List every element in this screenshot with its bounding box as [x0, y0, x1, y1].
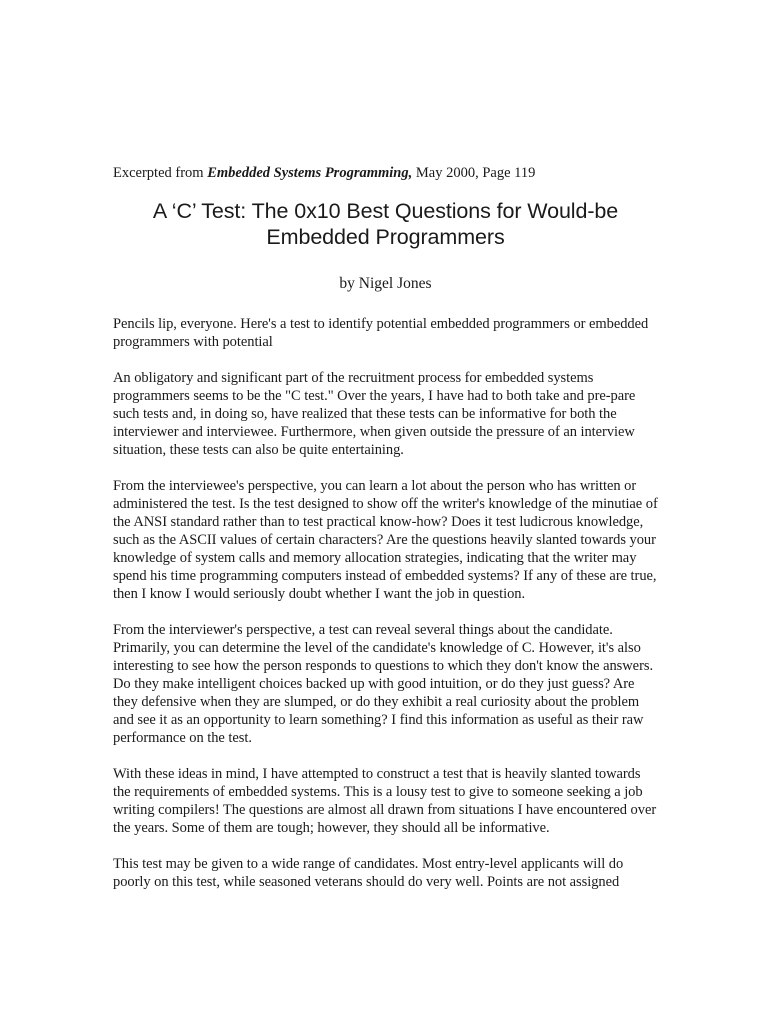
paragraph-test-design: With these ideas in mind, I have attempted to construct a test that is heavily slanted towards the requirements of embedded systems. This is a lousy test to give to someone seeking a job writing compilers! The questions are almost all drawn from situations I have encountered over the years. Some of them are tough; however, they should all be informative. [113, 766, 657, 836]
document-page [113, 163, 658, 891]
paragraph-intro: Pencils lip, everyone. Here's a test to identify potential embedded programmers or embedded programmers with potential [113, 316, 649, 350]
article-byline: by Nigel Jones [339, 275, 432, 292]
source-citation [113, 163, 658, 183]
paragraph-interviewer-perspective: From the interviewer's perspective, a test can reveal several things about the candidate. Primarily, you can determine the level of the candidate's knowledge of C. However, it's also interesting to see how the person responds to questions to which they don't know the answers. Do they make intelligent choices backed up with good intuition, or do they just guess? Are they defensive when they are slumped, or do they exhibit a real curiosity about the problem and see it as an opportunity to learn something? I find this information as useful as their raw performance on the test. [113, 622, 654, 746]
publication-name: Embedded Systems Programming, [207, 165, 413, 181]
article-title: A ‘C’ Test: The 0x10 Best Questions for Would-be Embedded Programmers [152, 199, 619, 249]
source-suffix: May 2000, Page 119 [412, 165, 536, 181]
source-prefix: Excerpted from [113, 165, 208, 181]
paragraph-interviewee-perspective: From the interviewee's perspective, you can learn a lot about the person who has written or administered the test. Is the test designed to show off the writer's knowledge of the minutiae of the ANSI standard rather than to test practical know-how? Does it test ludicrous knowledge, such as the ASCII values of certain characters? Are the questions heavily slanted towards your knowledge of system calls and memory allocation strategies, indicating that the writer may spend his time programming computers instead of embedded systems? If any of these are true, then I know I would seriously doubt whether I want the job in question. [113, 478, 658, 602]
paragraph-candidates: This test may be given to a wide range of candidates. Most entry-level applicants will do poorly on this test, while seasoned veterans should do very well. Points are not assigned [113, 856, 624, 890]
paragraph-c-test: An obligatory and significant part of the recruitment process for embedded systems programmers seems to be the "C test." Over the years, I have had to both take and pre-pare such tests and, in doing so, have realized that these tests can be informative for both the interviewer and interviewee. Furthermore, when given outside the pressure of an interview situation, these tests can also be quite entertaining. [113, 370, 636, 458]
